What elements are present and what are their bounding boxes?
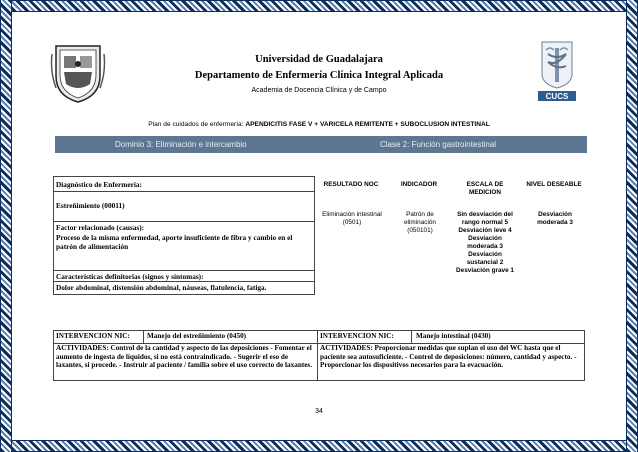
department-title: Departamento de Enfermería Clínica Integral Aplicada bbox=[194, 70, 444, 81]
scale-value-1: Desviación grave 1 bbox=[456, 267, 514, 274]
left-intervention-activities: ACTIVIDADES: Control de la cantidad y aspecto de las deposiciones - Fomentar el aumento de ingesta de líquidos, si no está contraindicado. - Sugerir el eso de laxantes, si procede. - Instruir al paciente / familia sobre el uso correcto de laxantes. bbox=[56, 344, 312, 370]
right-intervention-activities: ACTIVIDADES: Proporcionar medidas que suplan el uso del WC hasta que el paciente sea autosuficiente. - Control de deposiciones: número, cantidad y aspecto. - Proporcionar los dispositivos necesarios para la evacuación. bbox=[320, 344, 577, 370]
left-intervention-label: INTERVENCION NIC: bbox=[56, 332, 130, 340]
decorative-border-bottom bbox=[0, 440, 638, 452]
indicator-value: Patrón de eliminación (050101) bbox=[404, 211, 436, 234]
scale-value-4: Desviación leve 4 bbox=[458, 227, 512, 234]
decorative-border-right bbox=[626, 0, 638, 452]
decorative-border-top bbox=[0, 0, 638, 12]
care-plan-prefix: Plan de cuidados de enfermería: bbox=[148, 121, 246, 128]
university-title: Universidad de Guadalajara bbox=[255, 54, 383, 65]
related-factor-heading: Factor relacionado (causas): bbox=[56, 223, 145, 232]
defining-characteristics-heading: Características definitorias (signos y síntomas): bbox=[56, 272, 204, 281]
class-label: Clase 2: Función gastrointestinal bbox=[380, 140, 497, 149]
desired-level-header: NIVEL DESEABLE bbox=[526, 181, 582, 188]
left-intervention-name: Manejo del estreñimiento (0450) bbox=[147, 332, 247, 340]
defining-characteristics-text: Dolor abdominal, distensión abdominal, náuseas, flatulencia, fatiga. bbox=[56, 283, 267, 292]
right-intervention-label: INTERVENCION NIC: bbox=[320, 332, 394, 340]
decorative-border-left bbox=[0, 0, 12, 452]
result-noc-value: Eliminación intestinal (0501) bbox=[322, 211, 382, 226]
domain-label: Dominio 3: Eliminación e intercambio bbox=[115, 140, 247, 149]
academy-subtitle: Academia de Docencia Clínica y de Campo bbox=[251, 87, 387, 94]
scale-value-3: Desviación moderada 3 bbox=[467, 235, 503, 250]
domain-class-bar bbox=[55, 136, 587, 153]
scale-values bbox=[454, 211, 516, 275]
desired-level-value: Desviación moderada 3 bbox=[537, 211, 573, 226]
cucs-logo-text: CUCS bbox=[545, 92, 569, 101]
nursing-diagnosis-box bbox=[53, 176, 315, 295]
care-plan-line bbox=[0, 121, 638, 128]
result-noc-header: RESULTADO NOC bbox=[323, 181, 379, 188]
care-plan-title: APENDICITIS FASE V + VARICELA REMITENTE + SUBOCLUSION INTESTINAL bbox=[245, 121, 490, 128]
indicator-header: INDICADOR bbox=[400, 181, 438, 188]
diagnosis-heading: Diagnóstico de Enfermería: bbox=[56, 180, 142, 189]
scale-value-2: Desviación sustancial 2 bbox=[466, 251, 504, 266]
scale-header: ESCALA DE MEDICION bbox=[466, 181, 504, 196]
page-number: 34 bbox=[315, 408, 323, 415]
right-intervention-name: Manejo intestinal (0430) bbox=[416, 332, 491, 340]
scale-value-5: Sin desviación del rango normal 5 bbox=[457, 211, 513, 226]
interventions-table bbox=[53, 330, 585, 381]
related-factor-text: Proceso de la misma enfermedad, aporte insuficiente de fibra y cambio en el patrón de alimentación bbox=[56, 233, 293, 251]
diagnosis-value: Estreñimiento (00011) bbox=[56, 201, 125, 210]
